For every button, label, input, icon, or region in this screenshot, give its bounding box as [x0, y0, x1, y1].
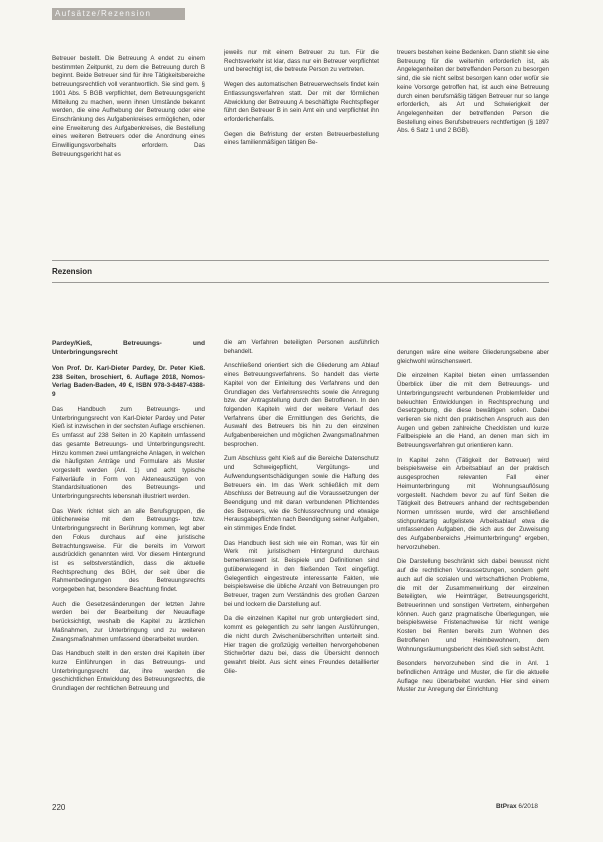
journal-issue: [496, 803, 538, 810]
paragraph: In Kapitel zehn (Tätigkeit der Betreuer) wird beispielsweise ein Arbeitsablauf an der praktisch ausgesprochen relevanten Fall einer Heimunterbringung mit Wohnungsauflösung vorgestellt. Nachdem bevor zu auf fünf Seiten die Tätigkeit des Betreuers anhand der rechtsgebenden Normen umrissen wurde, wird der anschließend stichpunktartig aufgelistete Arbeitsablauf etwa die umfassenden Aufgaben, die sich aus der Zuweisung des Aufgabenbereichs „Heimunterbringung“ ergeben, hervorzuheben.: [397, 456, 549, 551]
paragraph: treuers bestehen keine Bedenken. Dann stiehlt sie eine Betreuung für die weiterhin erforderlich ist, als Angelegenheiten der betreffenden Person zu besorgen sind, die sie nicht selbst besorgen kann oder wofür sie keine Vorsorge getroffen hat, ist auch eine Betreuung durch einen berufsmäßig tätigen Betreuer nur so lange erforderlich, als Art und Schwierigkeit der Angelegenheiten der betreffenden Person die Bestellung eines Berufsbetreuers rechtfertigen (§ 1897 Abs. 6 Satz 1 und 2 BGB).: [397, 49, 549, 135]
paragraph: die am Verfahren beteiligten Personen ausführlich behandelt.: [224, 339, 379, 355]
paragraph: Anschließend orientiert sich die Gliederung am Ablauf eines Betreuungsverfahrens. So handelt das vierte Kapitel von der Einleitung des Verfahrens und den Grundlagen des Verfahrensrechts sowie die Anregung bzw. der Antragstellung durch den Betroffenen. In den folgenden Kapiteln wird der weitere Verlauf des Verfahrens über die Ermittlungen des Gerichts, die Auswahl des Betreuers bis hin zu den einzelnen Aufgabenbereichen und möglichen Zwangsmaßnahmen besprochen.: [224, 362, 379, 448]
issue-number: 6/2018: [518, 803, 538, 810]
paragraph: Besonders hervorzuheben sind die in Anl. 1 befindlichen Anträge und Muster, die für die aktuelle Auflage neu überarbeitet wurden. Hier sind einem Muster zur Anregung der Einrichtung: [397, 660, 549, 694]
paragraph: Wegen des automatischen Betreuerwechsels findet kein Entlassungsverfahren statt. Der mit der förmlichen Abwicklung der Betreuung A beschäftigte Rechtspfleger führt den Betreuer B in sein Amt ein und verpflichtet ihn erforderlichenfalls.: [224, 81, 379, 123]
paragraph: Gegen die Befristung der ersten Betreuerbestellung eines familienmäßigen tätigen Be-: [224, 130, 379, 147]
divider-rule: [52, 260, 549, 261]
top-column-1: [52, 55, 205, 195]
paragraph: derungen wäre eine weitere Gliederungsebene aber gleichwohl wünschenswert.: [397, 349, 549, 365]
divider-rule: [52, 282, 549, 283]
journal-name: BtPrax: [496, 803, 517, 810]
review-column-1: [52, 339, 205, 789]
top-column-3: [397, 49, 549, 199]
review-bibliography: Von Prof. Dr. Karl-Dieter Pardey, Dr. Peter Kieß. 238 Seiten, broschiert, 6. Auflage 2018, Nomos-Verlag Baden-Baden, 49 €, ISBN 978-3-8487-4388-9: [52, 364, 205, 399]
paragraph: Die Darstellung beschränkt sich dabei bewusst nicht auf die rechtlichen Voraussetzungen, sondern geht auch auf die sozialen und wirtschaftlichen Probleme, die mit der Zusammenwirkung der einzelnen Beteiligten, wie Heimträger, Betreuungsgericht, Betreuerinnen und sonstigen Vertretern, einhergehen können. Auch ganz pragmatische Überlegungen, wie beispielsweise Fristenachweise für nicht wenige Kosten bei Renten bereits zum Wohnen des Betroffenen und Heimbewohnern, dem Wohnungsräumungsbericht des Kieß sich selbst Acht.: [397, 558, 549, 653]
review-column-2: [224, 339, 379, 789]
paragraph: Das Handbuch zum Betreuungs- und Unterbringungsrecht von Karl-Dieter Pardey und Peter Kieß ist inzwischen in der sechsten Auflage erschienen. Es umfasst auf 238 Seiten in 20 Kapiteln umfassend das gesamte Betreuungs- und Unterbringungsrecht. Hinzu kommen zwei umfangreiche Anlagen, in welchen die häufigsten Anträge und Formulare als Muster vorgestellt werden (Anl. 1) und acht typische Fallverläufe in Form von Akteneauszügen von Standardsituationen des Betreuungs- und Unterbringungsrechts lebensnah illustriert werden.: [52, 406, 205, 501]
paragraph: Betreuer bestellt. Die Betreuung A endet zu einem bestimmten Zeitpunkt, zu dem die Betreuung durch B beginnt. Beide Betreuer sind für ihre Tätigkeitsbereiche betreuungsrechtlich voll verantwortlich. Sie sind gem. § 1901 Abs. 5 BGB verpflichtet, dem Betreuungsgericht Mitteilung zu machen, wenn ihnen Umstände bekannt werden, die eine Aufhebung der Betreuung oder eine Einschränkung des Aufgabenkreises ermöglichen, oder eine Erweiterung des Aufgabenkreises, die Bestellung eines weiteren Betreuers oder die Anordnung eines Einwilligungsvorbehalts erfordern. Das Betreuungsgericht hat es: [52, 55, 205, 158]
section-title: Rezension: [52, 267, 93, 276]
paragraph: Das Werk richtet sich an alle Berufsgruppen, die üblicherweise mit dem Betreuungs- bzw. Unterbringungsrecht in Berührung kommen, legt aber den Fokus durchaus auf eine juristische Betrachtungsweise. Für die bereits im Vorwort ausdrücklich genannten wird. Vor diesem Hintergrund ist es selbstverständlich, dass die aktuelle Rechtsprechung des BGH, der seit über die Rahmenbedingungen des Betreuungsrechts vorgegeben hat, besondere Beachtung findet.: [52, 507, 205, 594]
paragraph: Das Handbuch stellt in den ersten drei Kapiteln über kurze Einführungen in das Betreuungs- und Unterbringungsrecht dar, ihre werden die geschichtlichen Entwicklung des Betreuungsrechts, die Grundlagen der rechtlichen Betreuung und: [52, 650, 205, 693]
paragraph: Die einzelnen Kapitel bieten einen umfassenden Überblick über die mit dem Betreuungs- und Unterbringungsrecht verbundenen Problemfelder und beleuchten Entwicklungen in Rechtsprechung und Gesetzgebung, die diese bewältigen sollen. Dabei verlieren sie nicht den praktischen Anspruch aus den Augen und geben zahlreiche Checklisten und kurze Fallbeispiele an die Hand, an denen man sich im Betreuungsverfahren gut orientieren kann.: [397, 372, 549, 450]
review-column-3: [397, 349, 549, 789]
review-title: Pardey/Kieß, Betreuungs- und Unterbringungsrecht: [52, 340, 205, 357]
paragraph: Da die einzelnen Kapitel nur grob untergliedert sind, kommt es gelegentlich zu sehr langen Ausführungen, die nicht durch Zwischenüberschriften unterteilt sind. Hier tragen die großzügig verteilten hervorgehobenen Stichwörter dazu bei, dass die Übersicht dennoch gewahrt bleibt. Aus sicht eines Freundes detaillierter Glie-: [224, 615, 379, 675]
page-number: 220: [52, 803, 66, 812]
paragraph: Das Handbuch liest sich wie ein Roman, was für ein Werk mit juristischem Hintergrund durchaus bemerkenswert ist. Beispiele und Definitionen sind gutüberwiegend in den fließenden Text eingefügt. Gelegentlich eingestreute interessante Fakten, wie beispielsweise die übliche Anzahl von Betreuungen pro Betreuer, tragen zum Verständnis des großen Ganzen bei und lockern die Darstellung auf.: [224, 539, 379, 608]
section-header: Aufsätze/Rezension: [52, 8, 185, 20]
paragraph: Auch die Gesetzesänderungen der letzten Jahre werden bei der Bearbeitung der Neuauflage berücksichtigt, weshalb die Kapitel zu ärztlichen Maßnahmen, zur Unterbringung und zu weiteren Zwangsmaßnahmen umfassend überarbeitet wurden.: [52, 600, 205, 643]
paragraph: Zum Abschluss geht Kieß auf die Bereiche Datenschutz und Schweigepflicht, Vergütungs- und Aufwendungsentschädigungen sowie die Haftung des Betreuers ein. Im das Werk schließlich mit dem Abschluss der Betreuung auf die Voraussetzungen der Beendigung und mit daran verbundenen Pflichtendes des Betreuers, wie die Schlussrechnung und etwaige Herausgabepflichten nach Beendigung seiner Aufgaben, ein stimmiges Ende findet.: [224, 455, 379, 533]
top-column-2: [224, 49, 379, 195]
paragraph: jeweils nur mit einem Betreuer zu tun. Für die Rechtsverkehr ist klar, dass nur ein Betreuer verpflichtet und berechtigt ist, die betreute Person zu vertreten.: [224, 49, 379, 74]
